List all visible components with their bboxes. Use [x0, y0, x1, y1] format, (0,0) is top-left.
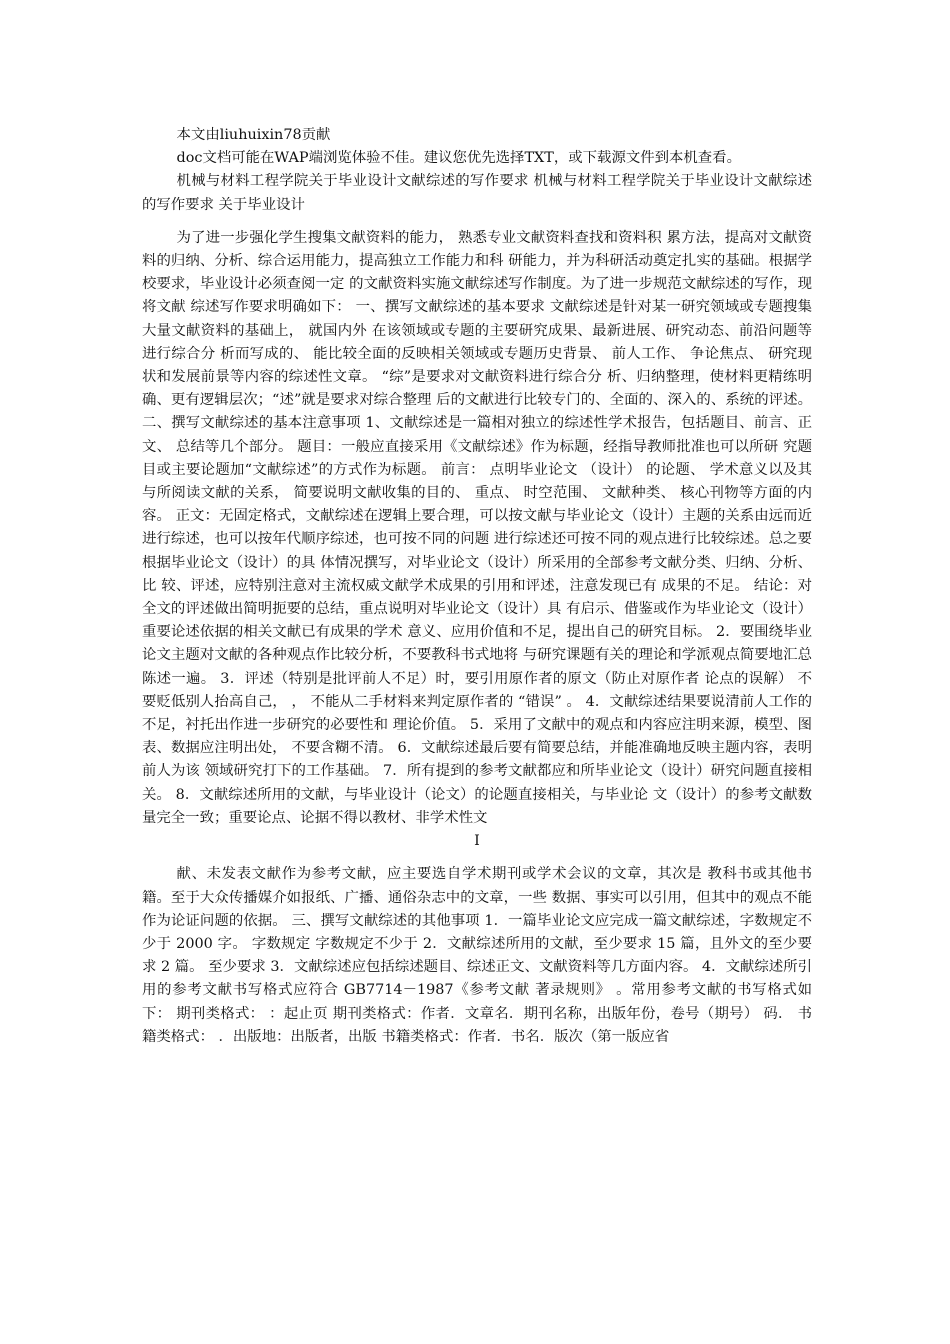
notice-line: doc文档可能在WAP端浏览体验不佳。建议您优先选择TXT，或下载源文件到本机查看。	[176, 150, 741, 167]
body-paragraph-1: 为了进一步强化学生搜集文献资料的能力， 熟悉专业文献资料查找和资料积 累方法，提高对文献资料的归纳、分析、综合运用能力，提高独立工作能力和科 研能力，并为科研活动奠定扎实的基础。根据学校要求，毕业设计必须查阅一定 的文献资料实施文献综述写作制度。为了进一步规范文献综述的写作，现将文献 综述写作要求明确如下： 一、撰写文献综述的基本要求 文献综述是针对某一研究领域或专题搜集大量文献资料的基础上， 就国内外 在该领域或专题的主要研究成果、最新进展、研究动态、前沿问题等进行综合分 析而写成的、 能比较全面的反映相关领域或专题历史背景、 前人工作、 争论焦点、 研究现状和发展前景等内容的综述性文章。 “综”是要求对文献资料进行综合分 析、归纳整理，使材料更精练明确、更有逻辑层次；“述”就是要求对综合整理 后的文献进行比较专门的、全面的、深入的、系统的评述。 二、撰写文献综述的基本注意事项 1、文献综述是一篇相对独立的综述性学术报告，包括题目、前言、正文、 总结等几个部分。 题目：一般应直接采用《文献综述》作为标题，经指导教师批准也可以所研 究题目或主要论题加“文献综述”的方式作为标题。 前言： 点明毕业论文 （设计） 的论题、 学术意义以及其与所阅读文献的关系， 简要说明文献收集的目的、 重点、 时空范围、 文献种类、 核心刊物等方面的内容。 正文：无固定格式，文献综述在逻辑上要合理，可以按文献与毕业论文（设计）主题的关系由远而近进行综述，也可以按年代顺序综述，也可按不同的问题 进行综述还可按不同的观点进行比较综述。总之要根据毕业论文（设计）的具 体情况撰写，对毕业论文（设计）所采用的全部参考文献分类、归纳、分析、比 较、评述，应特别注意对主流权威文献学术成果的引用和评述，注意发现已有 成果的不足。 结论：对全文的评述做出简明扼要的总结，重点说明对毕业论文（设计）具 有启示、借鉴或作为毕业论文（设计）重要论述依据的相关文献已有成果的学术 意义、应用价值和不足，提出自己的研究目标。 2．要围绕毕业论文主题对文献的各种观点作比较分析，不要教科书式地将 与研究课题有关的理论和学派观点简要地汇总陈述一遍。 3．评述（特别是批评前人不足）时，要引用原作者的原文（防止对原作者 论点的误解） 不要贬低别人抬高自己， ， 不能从二手材料来判定原作者的 “错误” 。 4．文献综述结果要说清前人工作的不足，衬托出作进一步研究的必要性和 理论价值。 5．采用了文献中的观点和内容应注明来源，模型、图表、数据应注明出处， 不要含糊不清。 6．文献综述最后要有简要总结，并能准确地反映主题内容，表明前人为该 领域研究打下的工作基础。 7．所有提到的参考文献都应和所毕业论文（设计）研究问题直接相关。 8．文献综述所用的文献，与毕业设计（论文）的论题直接相关，与毕业论 文（设计）的参考文献数量完全一致；重要论点、论据不得以教材、非学术性文	[142, 229, 812, 826]
contributor-line: 本文由liuhuixin78贡献	[176, 127, 331, 143]
document-page	[142, 124, 812, 1049]
page-marker: I	[474, 833, 480, 850]
body-paragraph-2: 献、未发表文献作为参考文献，应主要选自学术期刊或学术会议的文章，其次是 教科书或其他书籍。至于大众传播媒介如报纸、广播、通俗杂志中的文章，一些 数据、事实可以引用，但其中的观点不能作为论证问题的依据。 三、撰写文献综述的其他事项 1．一篇毕业论文应完成一篇文献综述，字数规定不少于 2000 字。 字数规定 字数规定不少于 2．文献综述所用的文献，至少要求 15 篇，且外文的至少要求 2 篇。 至少要求 3．文献综述应包括综述题目、综述正文、文献资料等几方面内容。 4．文献综述所引用的参考文献书写格式应符合 GB7714－1987《参考文献 著录规则》 。常用参考文献的书写格式如下： 期刊类格式： ：起止页 期刊类格式：作者．文章名．期刊名称，出版年份，卷号（期号） 码． 书籍类格式： ．出版地：出版者，出版 书籍类格式：作者．书名．版次（第一版应省	[142, 866, 812, 1045]
title-line: 机械与材料工程学院关于毕业设计文献综述的写作要求 机械与材料工程学院关于毕业设计文献综述的写作要求 关于毕业设计	[142, 173, 812, 213]
